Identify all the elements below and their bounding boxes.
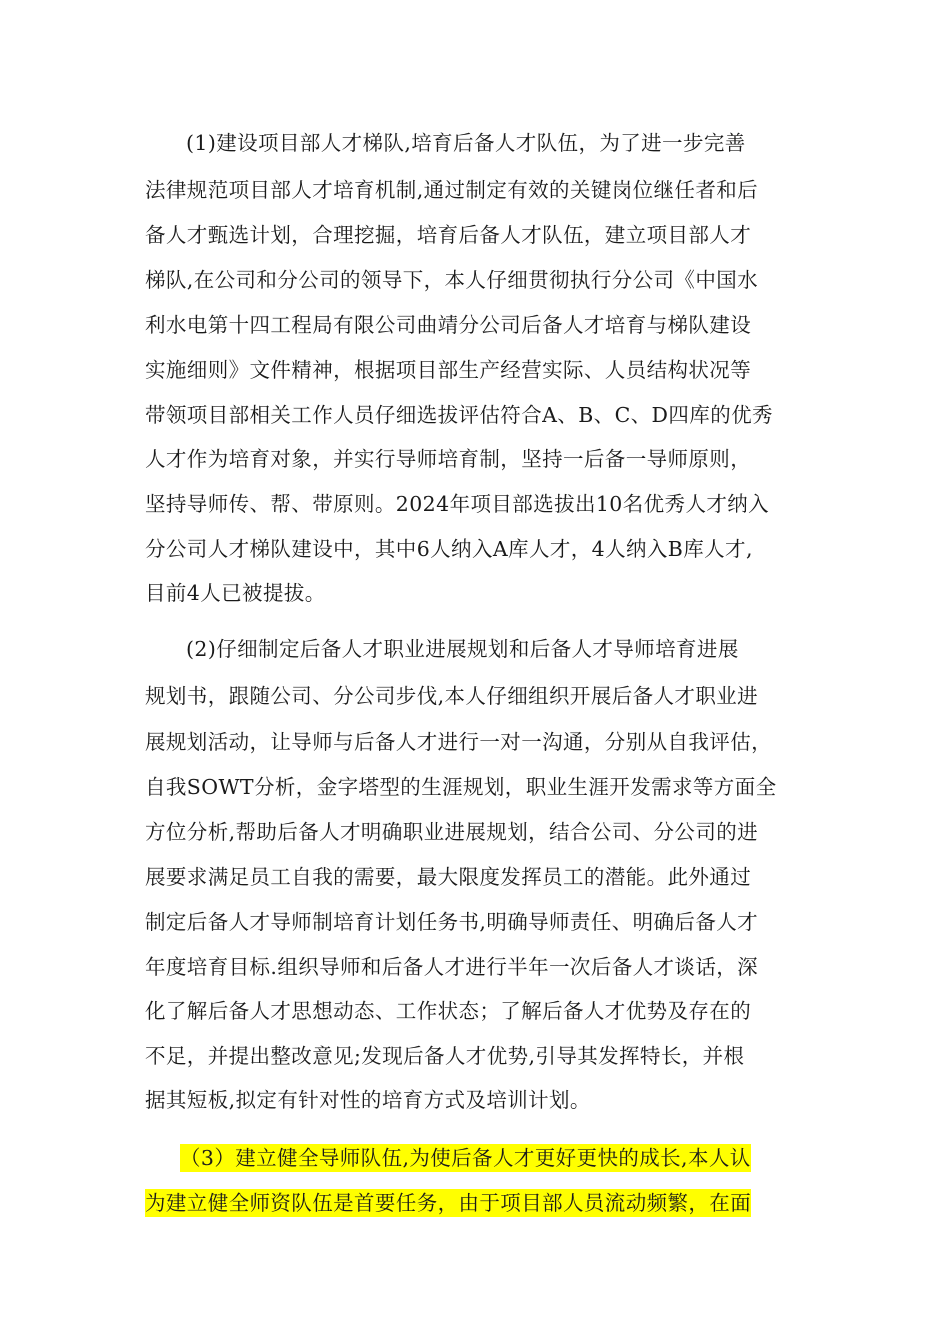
paragraph-line: 备人才甄选计划，合理挖掘，培育后备人才队伍，建立项目部人才: [145, 223, 752, 247]
highlighted-text: （3）建立健全导师队伍,为使后备人才更好更快的成长,本人认: [180, 1146, 751, 1170]
paragraph-line: 制定后备人才导师制培育计划任务书,明确导师责任、明确后备人才: [145, 910, 759, 934]
paragraph-line: 方位分析,帮助后备人才明确职业进展规划，结合公司、分公司的进: [145, 820, 759, 844]
paragraph-line: 规划书，跟随公司、分公司步伐,本人仔细组织开展后备人才职业进: [145, 684, 759, 708]
paragraph-line: (2)仔细制定后备人才职业进展规划和后备人才导师培育进展: [186, 637, 739, 661]
paragraph-line: 实施细则》文件精神，根据项目部生产经营实际、人员结构状况等: [145, 358, 752, 382]
paragraph-line: 化了解后备人才思想动态、工作状态；了解后备人才优势及存在的: [145, 999, 752, 1023]
paragraph-line: 坚持导师传、帮、带原则。2024年项目部选拔出10名优秀人才纳入: [145, 492, 770, 516]
paragraph-line: 梯队,在公司和分公司的领导下，本人仔细贯彻执行分公司《中国水: [145, 268, 759, 292]
paragraph-line: 人才作为培育对象，并实行导师培育制，坚持一后备一导师原则，: [145, 447, 752, 471]
paragraph-line: 年度培育目标.组织导师和后备人才进行半年一次后备人才谈话，深: [145, 955, 759, 979]
paragraph-line-highlighted: [145, 1188, 751, 1218]
highlighted-text: 为建立健全师资队伍是首要任务，由于项目部人员流动频繁，在面: [145, 1191, 752, 1215]
paragraph-line: 目前4人已被提拔。: [145, 581, 326, 605]
paragraph-line: 不足，并提出整改意见;发现后备人才优势,引导其发挥特长，并根: [145, 1044, 745, 1068]
paragraph-line: 利水电第十四工程局有限公司曲靖分公司后备人才培育与梯队建设: [145, 313, 752, 337]
paragraph-line: 展要求满足员工自我的需要，最大限度发挥员工的潜能。此外通过: [145, 865, 752, 889]
paragraph-line: 分公司人才梯队建设中，其中6人纳入A库人才，4人纳入B库人才,: [145, 537, 753, 561]
paragraph-line: 带领项目部相关工作人员仔细选拔评估符合A、B、C、D四库的优秀: [145, 403, 773, 427]
paragraph-line: 自我SOWT分析，金字塔型的生涯规划，职业生涯开发需求等方面全: [145, 775, 777, 799]
paragraph-line-highlighted: [180, 1143, 751, 1173]
paragraph-line: 据其短板,拟定有针对性的培育方式及培训计划。: [145, 1088, 591, 1112]
paragraph-line: 法律规范项目部人才培育机制,通过制定有效的关键岗位继任者和后: [145, 178, 759, 202]
paragraph-line: 展规划活动，让导师与后备人才进行一对一沟通，分别从自我评估，: [145, 730, 772, 754]
paragraph-line: (1)建设项目部人才梯队,培育后备人才队伍，为了进一步完善: [186, 131, 746, 155]
